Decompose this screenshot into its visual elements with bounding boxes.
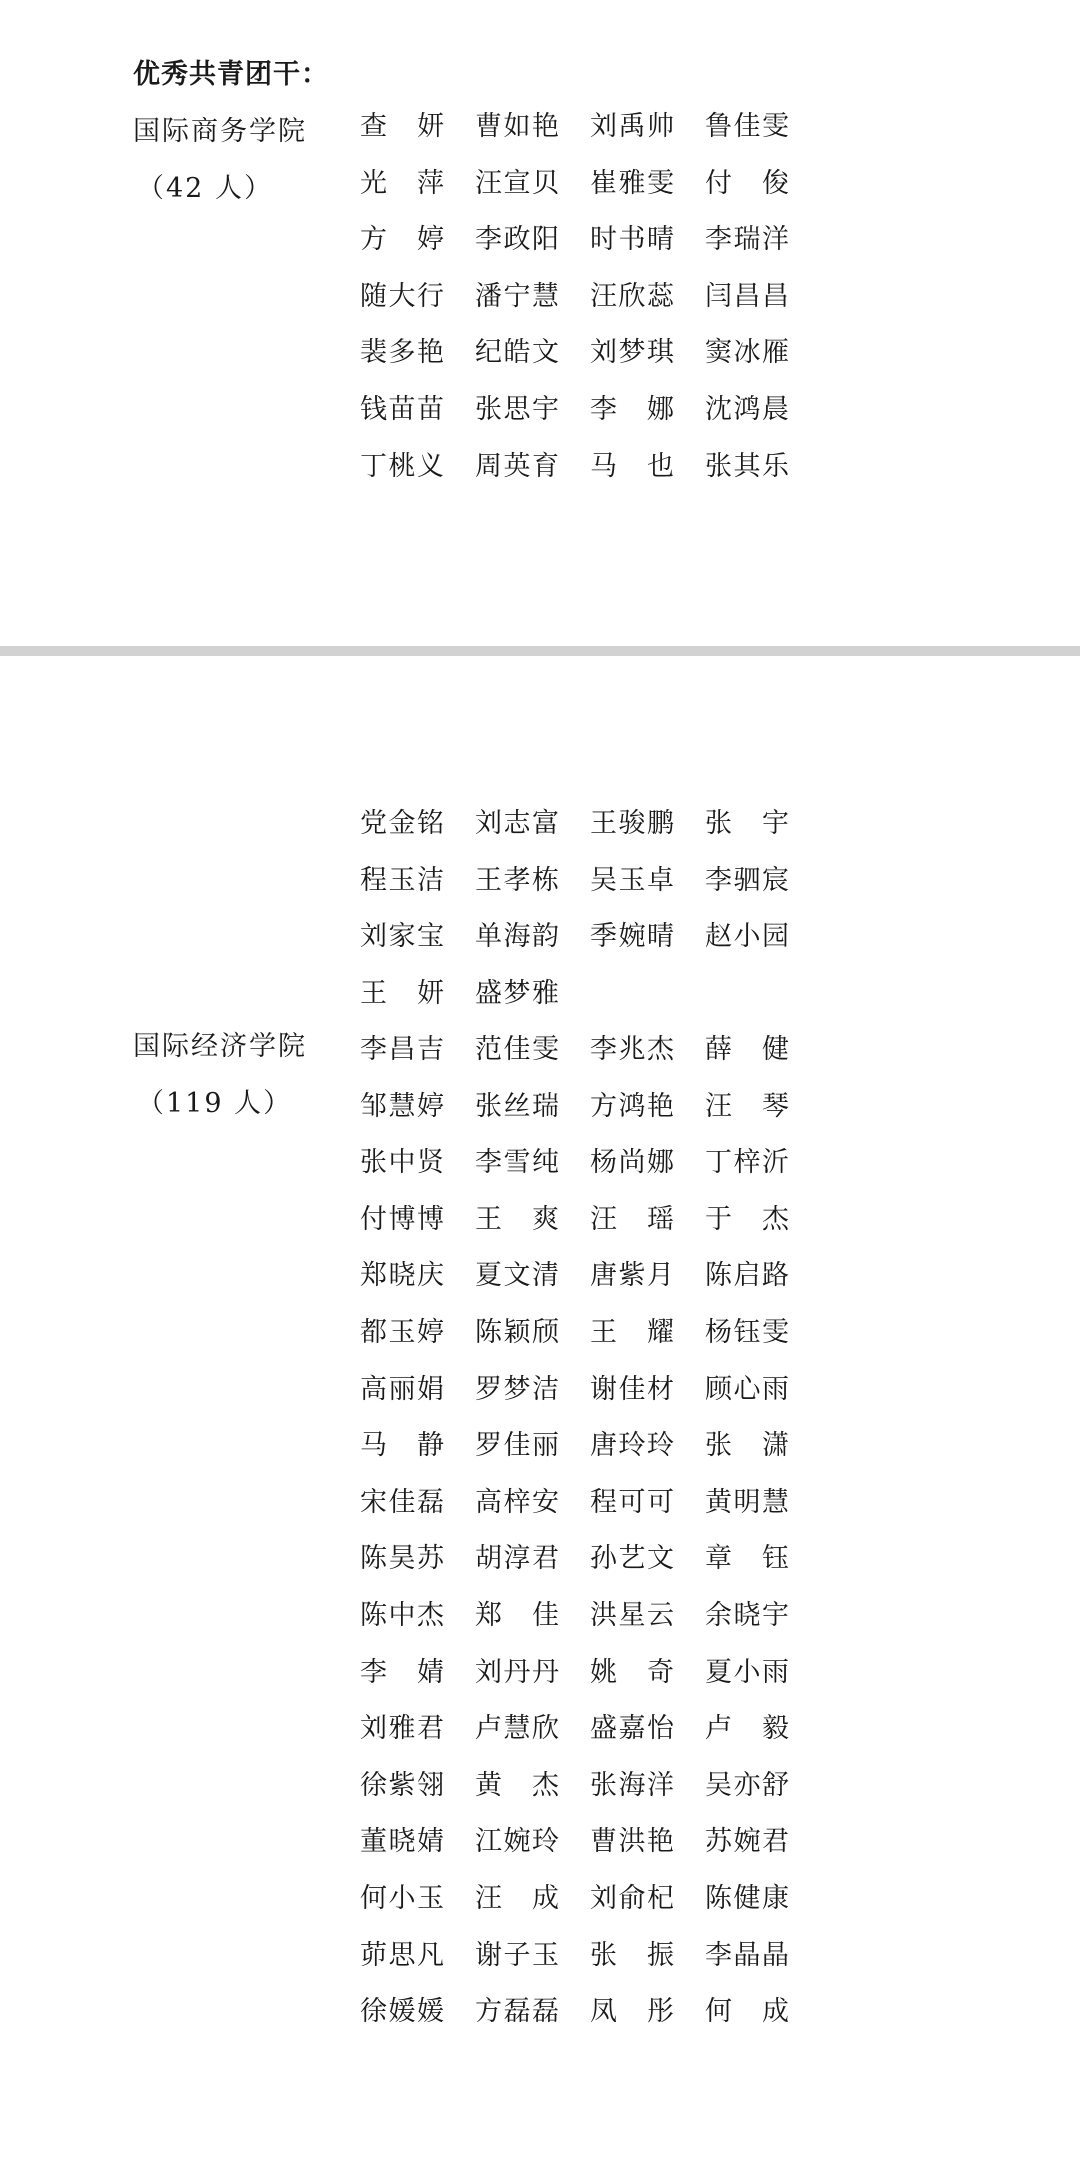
member-name: 谢子玉 [475, 1939, 559, 1971]
member-name: 马 也 [590, 450, 674, 482]
member-name: 黄 杰 [475, 1769, 559, 1801]
member-name: 姚 奇 [590, 1656, 674, 1688]
member-name: 张其乐 [705, 450, 789, 482]
member-name: 钱苗苗 [360, 393, 444, 425]
member-name: 陈启路 [705, 1260, 789, 1292]
college-name-economics: 国际经济学院 [133, 1031, 307, 1062]
member-name: 纪皓文 [475, 337, 559, 369]
member-name: 宋佳磊 [360, 1486, 444, 1518]
member-name: 盛嘉怡 [590, 1713, 674, 1745]
member-name: 陈中杰 [360, 1599, 444, 1631]
member-name: 陈颖颀 [475, 1316, 559, 1348]
member-name: 唐玲玲 [590, 1430, 674, 1462]
member-name: 李雪纯 [475, 1147, 559, 1179]
member-name: 孙艺文 [590, 1543, 674, 1575]
member-name: 方 婷 [360, 224, 444, 256]
member-name: 付 俊 [705, 167, 789, 199]
member-name: 刘志富 [475, 808, 559, 839]
member-name: 曹洪艳 [590, 1826, 674, 1858]
member-name: 刘家宝 [360, 921, 444, 953]
member-name: 随大行 [360, 280, 444, 312]
economics-member-list [360, 1022, 820, 2041]
member-name: 单海韵 [475, 921, 559, 953]
member-name: 李昌吉 [360, 1034, 444, 1065]
member-name: 方磊磊 [475, 1996, 559, 2028]
member-name: 都玉婷 [360, 1316, 444, 1348]
member-name: 陈健康 [705, 1882, 789, 1914]
member-name: 付博博 [360, 1203, 444, 1235]
member-name: 王孝栋 [475, 864, 559, 896]
member-name: 卢 毅 [705, 1713, 789, 1745]
member-name: 吴亦舒 [705, 1769, 789, 1801]
member-name: 张海洋 [590, 1769, 674, 1801]
member-name: 凤 彤 [590, 1996, 674, 2028]
member-name: 刘禹帅 [590, 111, 674, 142]
member-name: 光 萍 [360, 167, 444, 199]
document-page-bottom [0, 656, 1080, 2168]
member-name: 丁桃义 [360, 450, 444, 482]
member-name: 余晓宇 [705, 1599, 789, 1631]
member-name: 刘丹丹 [475, 1656, 559, 1688]
member-name: 董晓婧 [360, 1826, 444, 1858]
college-count-economics: （119 人） [137, 1088, 293, 1119]
member-name: 方鸿艳 [590, 1090, 674, 1122]
member-name: 夏小雨 [705, 1656, 789, 1688]
member-name: 赵小园 [705, 921, 789, 953]
member-name: 黄明慧 [705, 1486, 789, 1518]
member-name: 何 成 [705, 1996, 789, 2028]
member-name: 马 静 [360, 1430, 444, 1462]
member-name: 王 耀 [590, 1316, 674, 1348]
member-name: 窦冰雁 [705, 337, 789, 369]
member-name: 谢佳材 [590, 1373, 674, 1405]
member-name: 唐紫月 [590, 1260, 674, 1292]
member-name: 李晶晶 [705, 1939, 789, 1971]
member-name: 薛 健 [705, 1034, 789, 1065]
member-name: 范佳雯 [475, 1034, 559, 1065]
member-name: 顾心雨 [705, 1373, 789, 1405]
member-name: 丁梓沂 [705, 1147, 789, 1179]
member-name: 党金铭 [360, 808, 444, 839]
member-name: 裴多艳 [360, 337, 444, 369]
college-name-business: 国际商务学院 [133, 116, 307, 147]
member-name: 李兆杰 [590, 1034, 674, 1065]
college-count-business: （42 人） [137, 173, 273, 204]
member-name: 王 爽 [475, 1203, 559, 1235]
member-name: 章 钰 [705, 1543, 789, 1575]
section-heading: 优秀共青团干： [133, 59, 329, 90]
member-name: 邹慧婷 [360, 1090, 444, 1122]
business-member-list-part-1 [360, 99, 820, 495]
member-name: 鲁佳雯 [705, 111, 789, 142]
member-name: 茆思凡 [360, 1939, 444, 1971]
member-name: 沈鸿晨 [705, 393, 789, 425]
member-name: 时书晴 [590, 224, 674, 256]
member-name: 李瑞洋 [705, 224, 789, 256]
member-name: 郑 佳 [475, 1599, 559, 1631]
member-name: 于 杰 [705, 1203, 789, 1235]
member-name: 张 潇 [705, 1430, 789, 1462]
member-name: 张思宇 [475, 393, 559, 425]
member-name: 罗梦洁 [475, 1373, 559, 1405]
member-name: 徐媛媛 [360, 1996, 444, 2028]
member-name: 王骏鹏 [590, 808, 674, 839]
member-name: 刘雅君 [360, 1713, 444, 1745]
member-name: 汪欣蕊 [590, 280, 674, 312]
member-name: 汪宣贝 [475, 167, 559, 199]
member-name: 查 妍 [360, 111, 444, 142]
member-name: 何小玉 [360, 1882, 444, 1914]
member-name: 季婉晴 [590, 921, 674, 953]
business-member-list-part-2 [360, 796, 820, 1022]
member-name: 张中贤 [360, 1147, 444, 1179]
member-name: 吴玉卓 [590, 864, 674, 896]
member-name: 程玉洁 [360, 864, 444, 896]
member-name: 李政阳 [475, 224, 559, 256]
member-name: 苏婉君 [705, 1826, 789, 1858]
member-name: 盛梦雅 [475, 977, 559, 1009]
member-name: 张丝瑞 [475, 1090, 559, 1122]
page-separator [0, 646, 1080, 656]
member-name: 崔雅雯 [590, 167, 674, 199]
member-name: 高丽娟 [360, 1373, 444, 1405]
member-name: 李驷宸 [705, 864, 789, 896]
member-name: 杨钰雯 [705, 1316, 789, 1348]
member-name: 李 婧 [360, 1656, 444, 1688]
member-name: 罗佳丽 [475, 1430, 559, 1462]
member-name: 洪星云 [590, 1599, 674, 1631]
member-name: 刘俞杞 [590, 1882, 674, 1914]
member-name: 杨尚娜 [590, 1147, 674, 1179]
member-name: 徐紫翎 [360, 1769, 444, 1801]
member-name: 郑晓庆 [360, 1260, 444, 1292]
member-name: 张 宇 [705, 808, 789, 839]
document-page-top [0, 0, 1080, 646]
member-name: 刘梦琪 [590, 337, 674, 369]
member-name: 江婉玲 [475, 1826, 559, 1858]
member-name: 夏文清 [475, 1260, 559, 1292]
member-name: 汪 琴 [705, 1090, 789, 1122]
member-name: 曹如艳 [475, 111, 559, 142]
member-name: 汪 成 [475, 1882, 559, 1914]
member-name: 卢慧欣 [475, 1713, 559, 1745]
member-name: 王 妍 [360, 977, 444, 1009]
member-name: 潘宁慧 [475, 280, 559, 312]
member-name: 张 振 [590, 1939, 674, 1971]
member-name: 李 娜 [590, 393, 674, 425]
member-name: 陈昊苏 [360, 1543, 444, 1575]
member-name: 周英育 [475, 450, 559, 482]
member-name: 程可可 [590, 1486, 674, 1518]
member-name: 闫昌昌 [705, 280, 789, 312]
member-name: 胡淳君 [475, 1543, 559, 1575]
member-name: 汪 瑶 [590, 1203, 674, 1235]
member-name: 高梓安 [475, 1486, 559, 1518]
